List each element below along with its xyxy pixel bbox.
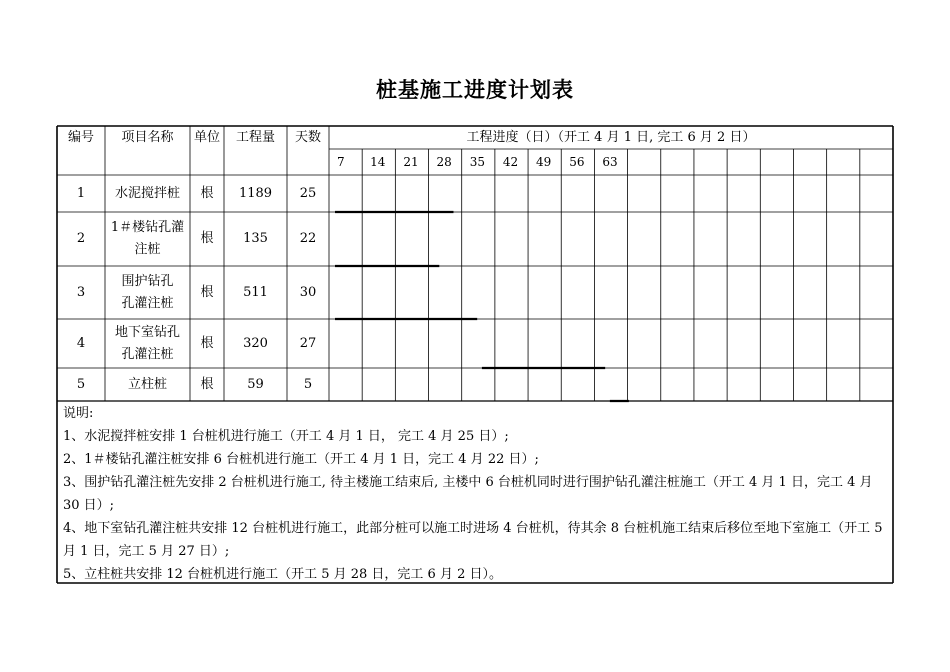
row-4-item-name: 地下室钻孔 孔灌注桩 xyxy=(114,324,180,362)
header-item-name: 项目名称 xyxy=(121,129,174,145)
row-4-quantity: 320 xyxy=(243,335,268,351)
note-line-3: 3、围护钻孔灌注桩先安排 2 台桩机进行施工, 待主楼施工结束后, 主楼中 6 台桩机同时进行围护钻孔灌注桩施工（开工 4 月 1 日，完工 4 月 30 日）; xyxy=(63,475,873,513)
day-tick-42: 42 xyxy=(502,155,519,169)
row-1-days: 25 xyxy=(299,185,317,201)
header-quantity: 工程量 xyxy=(235,129,275,145)
row-1-unit: 根 xyxy=(200,185,214,201)
header-unit: 单位 xyxy=(193,129,220,145)
note-line-1: 1、水泥搅拌桩安排 1 台桩机进行施工（开工 4 月 1 日， 完工 4 月 25 日）; xyxy=(63,429,509,444)
notes-heading: 说明: xyxy=(63,406,94,421)
day-tick-56: 56 xyxy=(569,155,585,169)
row-5-number: 5 xyxy=(76,376,86,392)
day-tick-35: 35 xyxy=(469,155,485,169)
row-4-days: 27 xyxy=(299,335,317,351)
row-1-quantity: 1189 xyxy=(238,185,273,201)
day-tick-28: 28 xyxy=(436,155,452,169)
row-5-days: 5 xyxy=(303,376,313,392)
day-tick-14: 14 xyxy=(370,155,386,169)
row-5-quantity: 59 xyxy=(247,376,264,392)
row-2-days: 22 xyxy=(299,231,317,246)
day-tick-49: 49 xyxy=(536,155,552,169)
row-1-number: 1 xyxy=(76,185,86,201)
note-line-2: 2、1＃楼钻孔灌注桩安排 6 台桩机进行施工（开工 4 月 1 日，完工 4 月 22 日）; xyxy=(63,452,539,467)
day-tick-63: 63 xyxy=(602,155,618,169)
note-line-5: 5、立柱桩共安排 12 台桩机进行施工（开工 5 月 28 日，完工 6 月 2 日）。 xyxy=(63,567,502,582)
row-2-item-name: 1＃楼钻孔灌 注桩 xyxy=(110,220,185,257)
header-days: 天数 xyxy=(294,129,321,145)
note-line-4: 4、地下室钻孔灌注桩共安排 12 台桩机进行施工，此部分桩可以施工时进场 4 台桩机，待其余 8 台桩机施工结束后移位至地下室施工（开工 5 月 1 日，完工 5 月 27 日）; xyxy=(63,521,883,559)
row-3-days: 30 xyxy=(299,284,317,300)
row-3-unit: 根 xyxy=(200,284,214,300)
row-3-number: 3 xyxy=(76,284,86,300)
header-number: 编号 xyxy=(67,129,94,145)
row-5-item-name: 立柱桩 xyxy=(127,376,167,392)
row-5-unit: 根 xyxy=(200,376,214,392)
day-tick-21: 21 xyxy=(403,155,419,169)
row-4-number: 4 xyxy=(76,335,86,351)
day-tick-7: 7 xyxy=(337,155,345,169)
row-3-quantity: 511 xyxy=(243,284,268,300)
row-2-number: 2 xyxy=(76,231,86,246)
notes-section xyxy=(63,402,891,586)
row-1-item-name: 水泥搅拌桩 xyxy=(114,185,180,201)
page-title: 桩基施工进度计划表 xyxy=(376,78,574,102)
row-2-quantity: 135 xyxy=(243,231,268,246)
header-progress: 工程进度（日）（开工 4 月 1 日, 完工 6 月 2 日） xyxy=(466,129,756,145)
row-4-unit: 根 xyxy=(200,335,214,351)
row-2-unit: 根 xyxy=(200,231,214,246)
row-3-item-name: 围护钻孔 孔灌注桩 xyxy=(121,273,174,311)
